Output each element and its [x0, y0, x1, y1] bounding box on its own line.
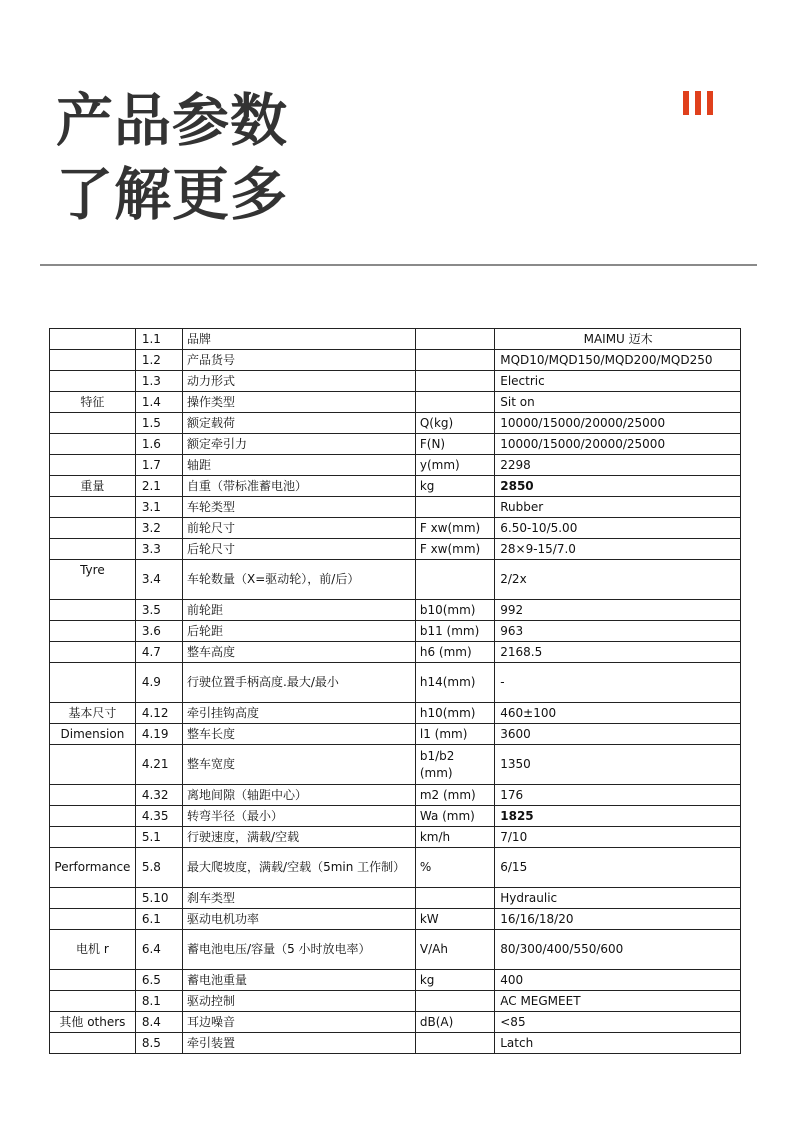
cell-value: 963	[495, 621, 741, 642]
table-row	[50, 663, 741, 703]
cell-code: 3.6	[135, 621, 182, 642]
cell-value: 80/300/400/550/600	[495, 930, 741, 970]
cell-param: 牵引挂钩高度	[183, 703, 416, 724]
cell-cat	[50, 806, 136, 827]
cell-unit	[415, 497, 494, 518]
accent-bar	[695, 91, 701, 115]
table-row	[50, 970, 741, 991]
cell-unit: %	[415, 848, 494, 888]
cell-param: 整车高度	[183, 642, 416, 663]
cell-param: 品牌	[183, 329, 416, 350]
table-row	[50, 455, 741, 476]
header-divider	[40, 264, 757, 266]
cell-cat	[50, 1033, 136, 1054]
cell-unit	[415, 560, 494, 600]
cell-value: 10000/15000/20000/25000	[495, 434, 741, 455]
cell-unit: kW	[415, 909, 494, 930]
cell-code: 2.1	[135, 476, 182, 497]
cell-param: 最大爬坡度，满载/空载（5min 工作制）	[183, 848, 416, 888]
cell-code: 1.3	[135, 371, 182, 392]
cell-param: 耳边噪音	[183, 1012, 416, 1033]
spec-table	[49, 328, 741, 1054]
cell-cat: 电机 r	[50, 930, 136, 970]
cell-cat	[50, 909, 136, 930]
cell-cat: 其他 others	[50, 1012, 136, 1033]
cell-unit: m2 (mm)	[415, 785, 494, 806]
cell-value: 6.50-10/5.00	[495, 518, 741, 539]
cell-cat	[50, 991, 136, 1012]
cell-value: 2298	[495, 455, 741, 476]
cell-param: 整车长度	[183, 724, 416, 745]
table-row	[50, 991, 741, 1012]
cell-code: 1.7	[135, 455, 182, 476]
cell-code: 4.35	[135, 806, 182, 827]
cell-value: Latch	[495, 1033, 741, 1054]
cell-code: 1.4	[135, 392, 182, 413]
table-row	[50, 930, 741, 970]
cell-cat	[50, 329, 136, 350]
cell-value: Sit on	[495, 392, 741, 413]
cell-value: 16/16/18/20	[495, 909, 741, 930]
cell-unit: V/Ah	[415, 930, 494, 970]
cell-param: 前轮尺寸	[183, 518, 416, 539]
cell-unit	[415, 888, 494, 909]
cell-cat: 重量	[50, 476, 136, 497]
cell-unit: kg	[415, 970, 494, 991]
cell-value: 1350	[495, 745, 741, 785]
cell-code: 8.1	[135, 991, 182, 1012]
cell-param: 额定牵引力	[183, 434, 416, 455]
cell-param: 离地间隙（轴距中心）	[183, 785, 416, 806]
table-row	[50, 888, 741, 909]
cell-cat	[50, 518, 136, 539]
cell-cat: 基本尺寸	[50, 703, 136, 724]
cell-code: 4.21	[135, 745, 182, 785]
cell-cat	[50, 497, 136, 518]
cell-code: 6.5	[135, 970, 182, 991]
cell-param: 驱动电机功率	[183, 909, 416, 930]
cell-value: 400	[495, 970, 741, 991]
table-row	[50, 703, 741, 724]
cell-code: 5.10	[135, 888, 182, 909]
table-row	[50, 600, 741, 621]
table-row	[50, 392, 741, 413]
title-line-2: 了解更多	[56, 162, 288, 228]
cell-unit: l1 (mm)	[415, 724, 494, 745]
cell-cat	[50, 888, 136, 909]
cell-param: 动力形式	[183, 371, 416, 392]
cell-param: 整车宽度	[183, 745, 416, 785]
cell-unit: b10(mm)	[415, 600, 494, 621]
cell-code: 5.8	[135, 848, 182, 888]
cell-code: 6.4	[135, 930, 182, 970]
table-row	[50, 560, 741, 600]
cell-cat	[50, 663, 136, 703]
cell-value: 2168.5	[495, 642, 741, 663]
cell-code: 4.32	[135, 785, 182, 806]
cell-param: 车轮数量（X=驱动轮），前/后）	[183, 560, 416, 600]
cell-param: 操作类型	[183, 392, 416, 413]
cell-code: 8.4	[135, 1012, 182, 1033]
cell-value: 2850	[495, 476, 741, 497]
cell-cat	[50, 455, 136, 476]
cell-unit	[415, 991, 494, 1012]
cell-code: 5.1	[135, 827, 182, 848]
cell-value: MAIMU 迈木	[495, 329, 741, 350]
cell-cat	[50, 970, 136, 991]
cell-unit: F xw(mm)	[415, 518, 494, 539]
cell-param: 刹车类型	[183, 888, 416, 909]
title-line-1: 产品参数	[56, 88, 288, 154]
table-row	[50, 848, 741, 888]
cell-cat	[50, 434, 136, 455]
cell-cat	[50, 350, 136, 371]
cell-cat	[50, 600, 136, 621]
cell-value: AC MEGMEET	[495, 991, 741, 1012]
table-row	[50, 539, 741, 560]
table-row	[50, 350, 741, 371]
cell-unit: Q(kg)	[415, 413, 494, 434]
cell-unit	[415, 371, 494, 392]
cell-param: 蓄电池重量	[183, 970, 416, 991]
cell-cat	[50, 371, 136, 392]
cell-cat	[50, 785, 136, 806]
table-row	[50, 518, 741, 539]
table-row	[50, 413, 741, 434]
cell-unit: F xw(mm)	[415, 539, 494, 560]
cell-param: 自重（带标准蓄电池）	[183, 476, 416, 497]
table-row	[50, 1033, 741, 1054]
cell-value: 10000/15000/20000/25000	[495, 413, 741, 434]
cell-unit: dB(A)	[415, 1012, 494, 1033]
table-row	[50, 476, 741, 497]
table-row	[50, 909, 741, 930]
cell-value: <85	[495, 1012, 741, 1033]
cell-cat	[50, 621, 136, 642]
cell-unit	[415, 350, 494, 371]
cell-param: 后轮尺寸	[183, 539, 416, 560]
cell-param: 车轮类型	[183, 497, 416, 518]
table-row	[50, 785, 741, 806]
cell-unit	[415, 329, 494, 350]
cell-value: 460±100	[495, 703, 741, 724]
table-row	[50, 434, 741, 455]
cell-value: 2/2x	[495, 560, 741, 600]
cell-unit: b11 (mm)	[415, 621, 494, 642]
cell-cat	[50, 539, 136, 560]
cell-param: 产品货号	[183, 350, 416, 371]
cell-unit: h10(mm)	[415, 703, 494, 724]
cell-value: 3600	[495, 724, 741, 745]
cell-value: 7/10	[495, 827, 741, 848]
cell-unit: b1/b2 (mm)	[415, 745, 494, 785]
cell-cat	[50, 642, 136, 663]
cell-value: MQD10/MQD150/MQD200/MQD250	[495, 350, 741, 371]
cell-unit: km/h	[415, 827, 494, 848]
cell-cat	[50, 745, 136, 785]
table-row	[50, 1012, 741, 1033]
table-row	[50, 745, 741, 785]
cell-code: 3.5	[135, 600, 182, 621]
cell-param: 行驶速度，满载/空载	[183, 827, 416, 848]
accent-bar	[707, 91, 713, 115]
cell-value: 992	[495, 600, 741, 621]
cell-code: 1.2	[135, 350, 182, 371]
table-row	[50, 329, 741, 350]
cell-unit: Wa (mm)	[415, 806, 494, 827]
table-row	[50, 827, 741, 848]
cell-unit: h6 (mm)	[415, 642, 494, 663]
cell-code: 8.5	[135, 1033, 182, 1054]
cell-param: 驱动控制	[183, 991, 416, 1012]
cell-code: 1.1	[135, 329, 182, 350]
table-row	[50, 621, 741, 642]
cell-value: Electric	[495, 371, 741, 392]
cell-value: 28×9-15/7.0	[495, 539, 741, 560]
cell-code: 3.3	[135, 539, 182, 560]
cell-code: 6.1	[135, 909, 182, 930]
cell-unit: F(N)	[415, 434, 494, 455]
cell-param: 后轮距	[183, 621, 416, 642]
cell-unit	[415, 1033, 494, 1054]
cell-value: 176	[495, 785, 741, 806]
cell-code: 4.7	[135, 642, 182, 663]
cell-value: -	[495, 663, 741, 703]
cell-param: 前轮距	[183, 600, 416, 621]
cell-param: 牵引装置	[183, 1033, 416, 1054]
cell-code: 4.9	[135, 663, 182, 703]
cell-cat: Performance	[50, 848, 136, 888]
cell-unit	[415, 392, 494, 413]
cell-param: 转弯半径（最小）	[183, 806, 416, 827]
cell-unit: y(mm)	[415, 455, 494, 476]
page-title	[56, 84, 288, 232]
table-row	[50, 724, 741, 745]
cell-cat	[50, 413, 136, 434]
cell-code: 3.2	[135, 518, 182, 539]
cell-code: 1.6	[135, 434, 182, 455]
cell-value: Hydraulic	[495, 888, 741, 909]
accent-bar	[683, 91, 689, 115]
cell-cat: Tyre	[50, 560, 136, 600]
cell-param: 轴距	[183, 455, 416, 476]
cell-param: 蓄电池电压/容量（5 小时放电率）	[183, 930, 416, 970]
cell-cat: 特征	[50, 392, 136, 413]
cell-value: Rubber	[495, 497, 741, 518]
cell-code: 3.4	[135, 560, 182, 600]
cell-cat: Dimension	[50, 724, 136, 745]
cell-code: 1.5	[135, 413, 182, 434]
table-row	[50, 497, 741, 518]
cell-unit: h14(mm)	[415, 663, 494, 703]
table-row	[50, 806, 741, 827]
cell-param: 行驶位置手柄高度.最大/最小	[183, 663, 416, 703]
table-row	[50, 371, 741, 392]
cell-value: 6/15	[495, 848, 741, 888]
cell-unit: kg	[415, 476, 494, 497]
cell-code: 4.19	[135, 724, 182, 745]
spec-table-body	[50, 329, 741, 1054]
cell-cat	[50, 827, 136, 848]
table-row	[50, 642, 741, 663]
cell-code: 3.1	[135, 497, 182, 518]
cell-value: 1825	[495, 806, 741, 827]
cell-param: 额定载荷	[183, 413, 416, 434]
cell-code: 4.12	[135, 703, 182, 724]
accent-bars-icon	[683, 91, 713, 115]
